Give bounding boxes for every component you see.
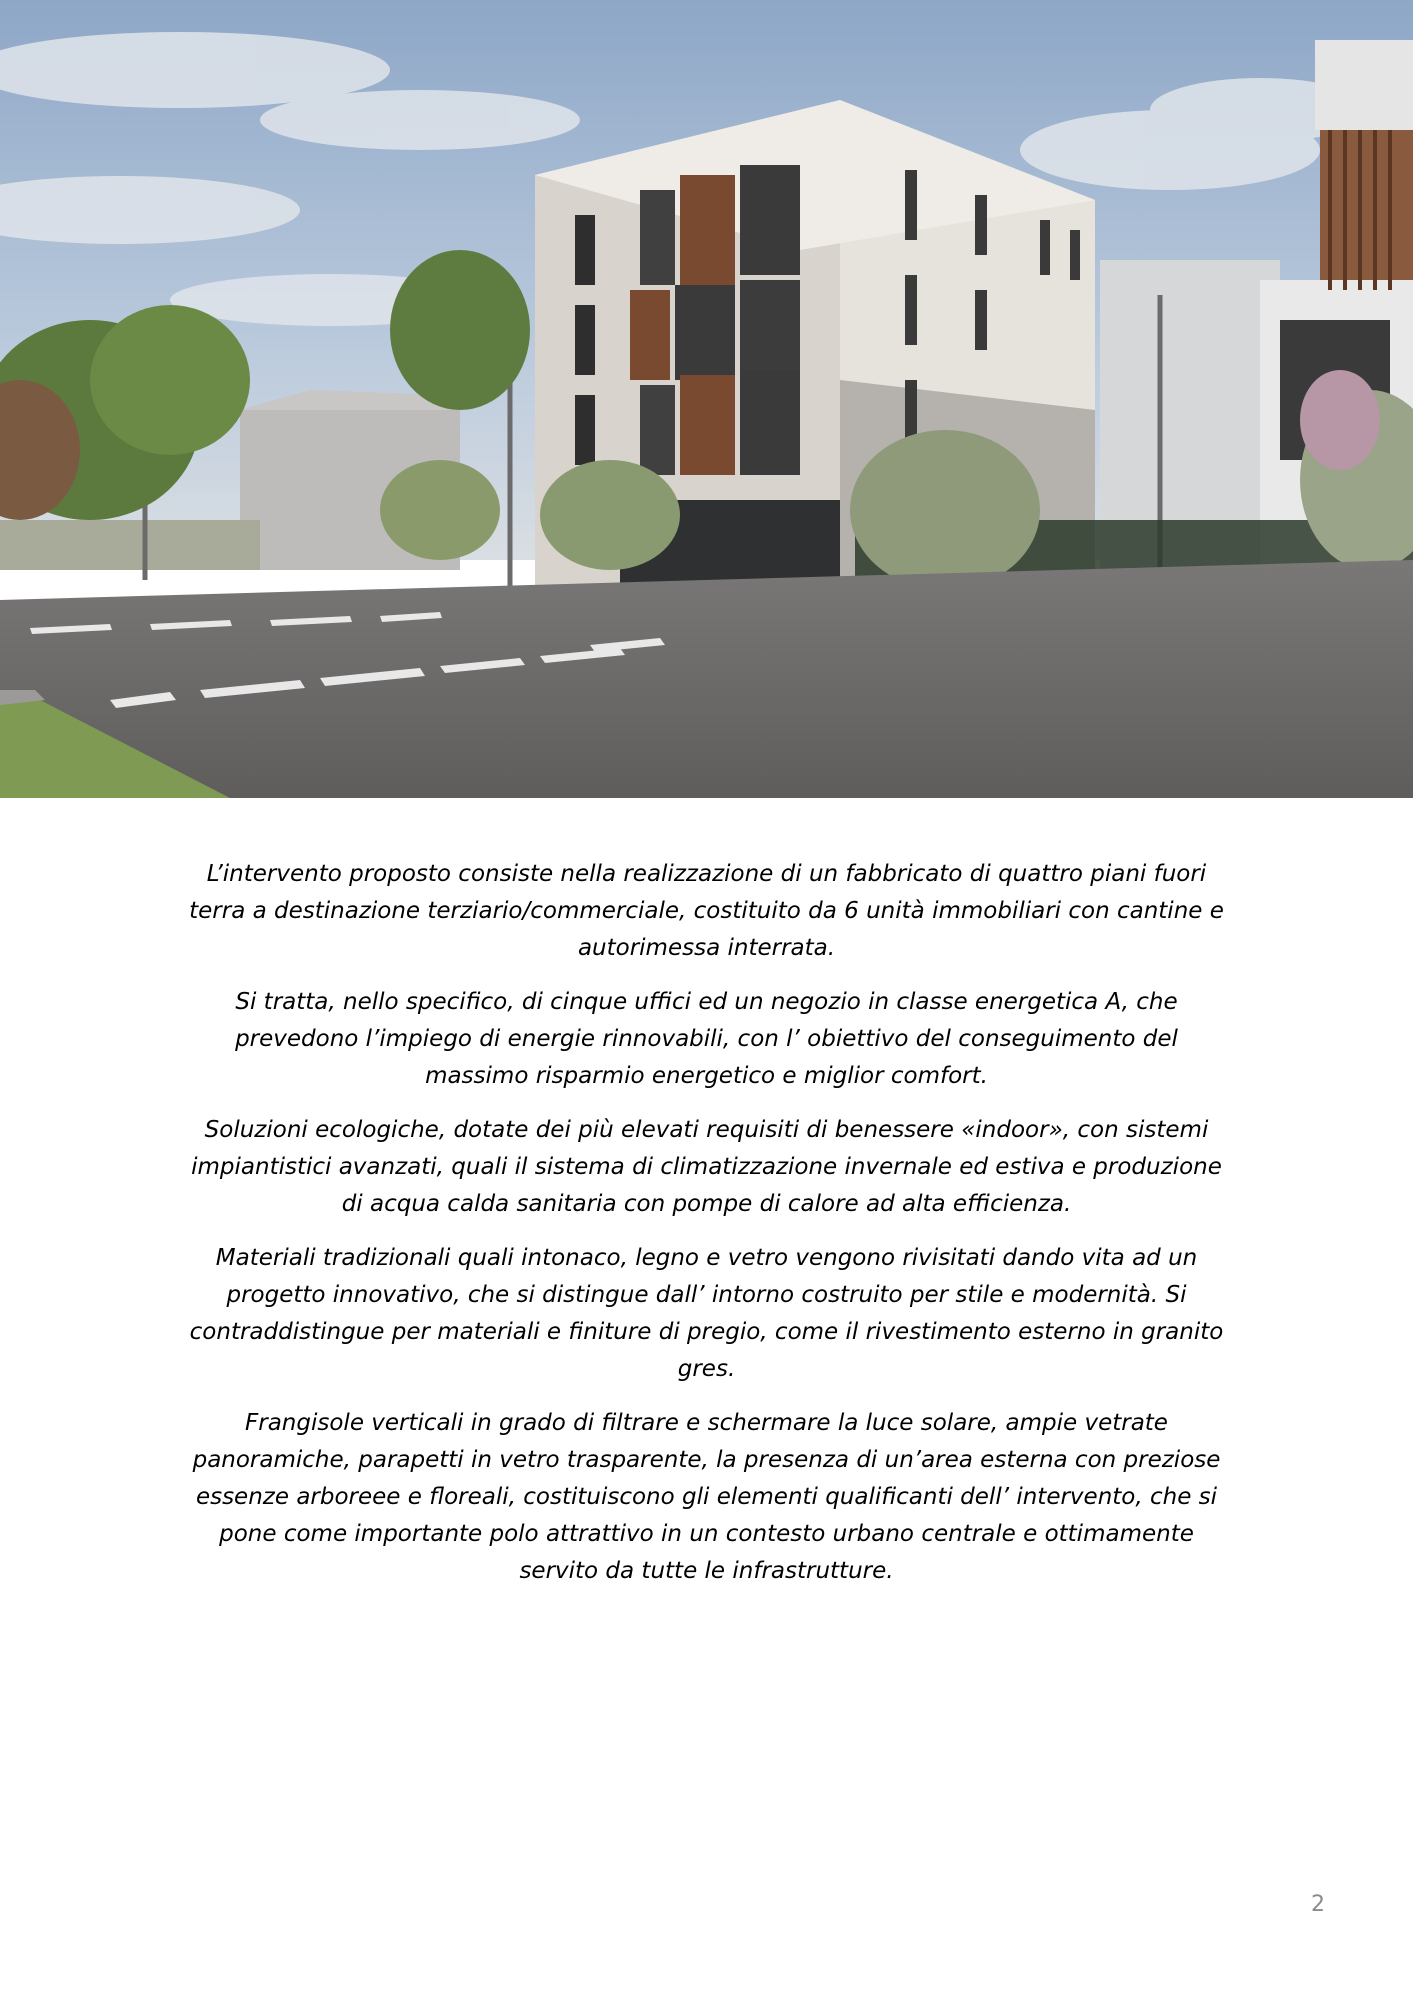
building-render-image: [0, 0, 1413, 798]
paragraph-5: Frangisole verticali in grado di filtrare e schermare la luce solare, ampie vetrate panoramiche, parapetti in vetro trasparente, la presenza di un’area esterna con preziose essenze arboreee e floreali, costituiscono gli elementi qualificanti dell’ intervento, che si pone come importante polo attrattivo in un contesto urbano centrale e ottimamente servito da tutte le infrastrutture.: [192, 1410, 1221, 1584]
paragraph-1: L’intervento proposto consiste nella realizzazione di un fabbricato di quattro piani fuori terra a destinazione terziario/commerciale, costituito da 6 unità immobiliari con cantine e autorimessa interrata.: [189, 861, 1224, 961]
road: [0, 560, 1413, 798]
description-text: [180, 856, 1233, 1607]
paragraph-2: Si tratta, nello specifico, di cinque uffici ed un negozio in classe energetica A, che prevedono l’impiego di energie rinnovabili, con l’ obiettivo del conseguimento del massimo risparmio energetico e miglior comfort.: [235, 989, 1178, 1089]
paragraph-3: Soluzioni ecologiche, dotate dei più elevati requisiti di benessere «indoor», con sistemi impiantistici avanzati, quali il sistema di climatizzazione invernale ed estiva e produzione di acqua calda sanitaria con pompe di calore ad alta efficienza.: [191, 1117, 1222, 1217]
paragraph-4: Materiali tradizionali quali intonaco, legno e vetro vengono rivisitati dando vita ad un progetto innovativo, che si distingue dall’ intorno costruito per stile e modernità. Si contraddistingue per materiali e finiture di pregio, come il rivestimento esterno in granito gres.: [189, 1245, 1224, 1382]
building-render-illustration: [0, 0, 1413, 798]
page-number: 2: [1311, 1892, 1325, 1917]
